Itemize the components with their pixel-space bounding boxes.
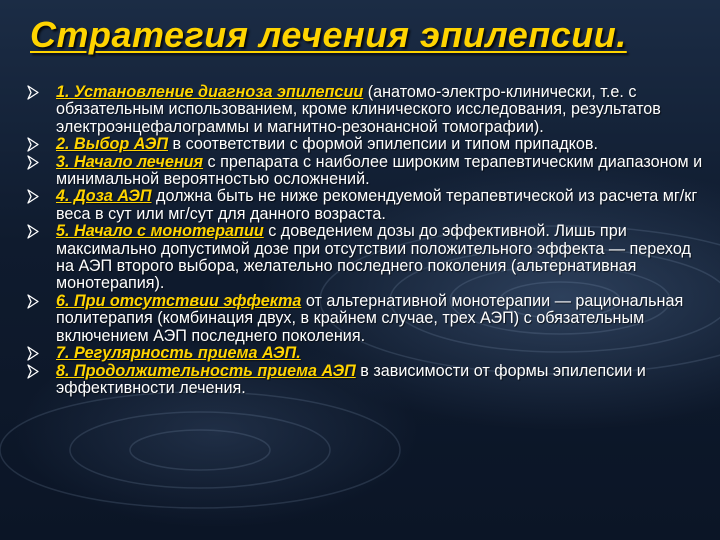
strategy-item [26,84,710,136]
strategy-item [26,223,710,293]
strategy-item [26,293,710,345]
item-heading: 2. Выбор АЭП [56,135,168,154]
strategy-item [26,188,710,223]
item-text: от альтернативной монотерапии — рациональная политерапия (комбинация двух, в крайнем случае, трех АЭП) с обязательным включением АЭП последнего поколения. [56,291,684,345]
item-text: должна быть не ниже рекомендуемой терапевтической из расчета мг/кг веса в сут или мг/сут для данного возраста. [56,187,698,223]
item-heading: 3. Начало лечения [56,152,204,171]
item-heading: 5. Начало с монотерапии [56,222,264,241]
arrowhead-bullet-icon [26,155,40,170]
item-text: в соответствии с формой эпилепсии и типом припадков. [167,135,599,154]
item-heading: 6. При отсутствии эффекта [56,291,302,310]
item-heading: 4. Доза АЭП [56,187,152,206]
item-text: с доведением дозы до эффективной. Лишь при максимально допустимой дозе при отсутствии положительного эффекта — переход на АЭП второго выбора, желательно последнего поколения (альтернативная монотерапия). [56,222,691,293]
item-heading: 1. Установление диагноза эпилепсии [56,83,364,101]
arrowhead-bullet-icon [26,224,40,239]
arrowhead-bullet-icon [26,85,40,100]
item-heading: 8. Продолжительность приема АЭП [56,361,356,380]
item-heading: 7. Регулярность приема АЭП. [56,344,301,363]
strategy-item [26,154,710,189]
arrowhead-bullet-icon [26,364,40,379]
strategy-item [26,363,710,398]
slide-title: Стратегия лечения эпилепсии. [30,14,627,55]
strategy-item [26,136,710,153]
arrowhead-bullet-icon [26,294,40,309]
arrowhead-bullet-icon [26,137,40,152]
strategy-item [26,345,710,362]
item-text: (анатомо-электро-клинически, т.е. с обязательным использованием, кроме клинического исследования, результатов электроэнцефалограммы и магнитно-резонансной томографии). [56,83,661,136]
arrowhead-bullet-icon [26,346,40,361]
item-text: в зависимости от формы эпилепсии и эффективности лечения. [56,361,646,397]
arrowhead-bullet-icon [26,189,40,204]
item-text: с препарата с наиболее широким терапевтическим диапазоном и минимальной вероятностью осложнений. [56,152,703,189]
strategy-list [26,84,710,397]
